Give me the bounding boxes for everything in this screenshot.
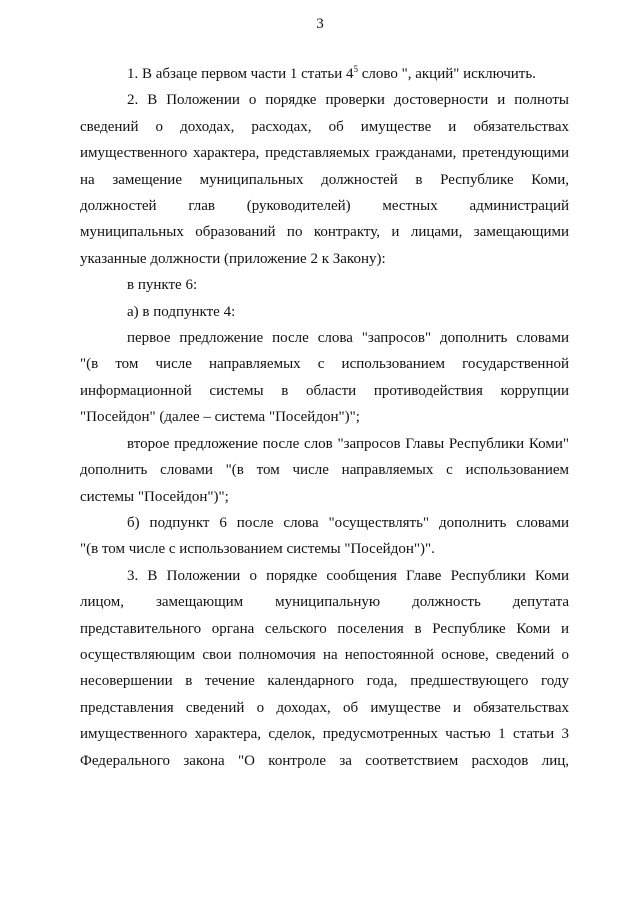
paragraph-6: [80, 431, 569, 510]
text-line: дополнить словами "(в том числе направляемых с использованием: [80, 462, 569, 479]
text-line: осуществляющим свои полномочия на непостоянной основе, сведений о: [80, 646, 569, 663]
paragraph-1-text: 1. В абзаце первом части 1 статьи 4: [127, 66, 354, 82]
text-line: б) подпункт 6 после слова "осуществлять" дополнить словами: [127, 514, 569, 531]
text-line: должностей глав (руководителей) местных администраций: [80, 198, 569, 215]
text-line-last: системы "Посейдон")";: [80, 488, 229, 505]
document-body: [80, 61, 569, 774]
paragraph-1-text-end: слово ", акций" исключить.: [357, 66, 536, 82]
paragraph-4: а) в подпункте 4:: [127, 303, 236, 320]
text-line: муниципальных образований по контракту, и лицами, замещающими: [80, 224, 569, 241]
paragraph-7: [80, 510, 569, 563]
text-line-last: "(в том числе с использованием системы "Посейдон")".: [80, 541, 435, 558]
paragraph-8: [80, 563, 569, 774]
text-line: "(в том числе направляемых с использованием государственной: [80, 356, 569, 373]
paragraph-5: [80, 325, 569, 431]
text-line: представительного органа сельского поселения в Республике Коми и: [80, 620, 569, 637]
text-line-last: "Посейдон" (далее – система "Посейдон")";: [80, 409, 360, 426]
page-number: 3: [316, 16, 324, 32]
text-line: представления сведений о доходах, об имуществе и обязательствах: [80, 699, 569, 716]
text-line: лицом, замещающим муниципальную должность депутата: [80, 594, 569, 611]
paragraph-3: в пункте 6:: [127, 277, 198, 294]
text-line: сведений о доходах, расходах, об имуществе и обязательствах: [80, 118, 569, 135]
text-line: первое предложение после слова "запросов" дополнить словами: [127, 330, 569, 347]
text-line: на замещение муниципальных должностей в Республике Коми,: [80, 171, 569, 188]
text-line: несовершении в течение календарного года, предшествующего году: [80, 673, 569, 690]
text-line-last: указанные должности (приложение 2 к Закону):: [80, 250, 386, 267]
text-line: 2. В Положении о порядке проверки достоверности и полноты: [127, 92, 569, 109]
text-line: второе предложение после слов "запросов Главы Республики Коми": [127, 435, 569, 452]
text-line: имущественного характера, сделок, предусмотренных частью 1 статьи 3: [80, 726, 569, 743]
superscript: 5: [353, 64, 358, 74]
text-line: информационной системы в области противодействия коррупции: [80, 382, 569, 399]
paragraph-1: [80, 61, 569, 87]
text-line: 3. В Положении о порядке сообщения Главе Республики Коми: [127, 567, 569, 584]
paragraph-2: [80, 87, 569, 272]
text-line: имущественного характера, представляемых гражданами, претендующими: [80, 145, 569, 162]
text-line: Федерального закона "О контроле за соответствием расходов лиц,: [80, 752, 569, 769]
